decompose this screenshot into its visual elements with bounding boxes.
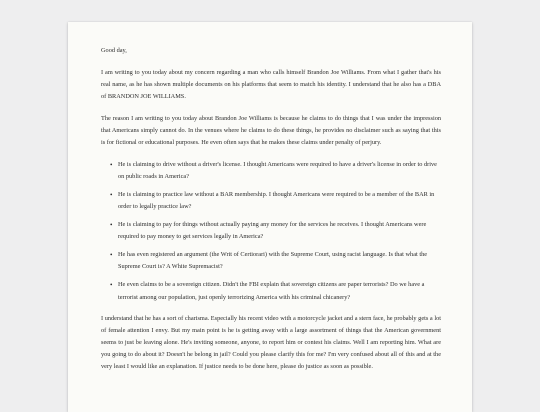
greeting: Good day, [101, 47, 127, 54]
bullet-icon: • [110, 221, 113, 230]
list-item [110, 219, 441, 243]
list-item-text: He has even registered an argument (the Writ of Certiorari) with the Supreme Court, using racist language. Is that what the Supreme Court is? A White Supremacist? [118, 251, 428, 271]
claims-list [101, 159, 441, 304]
bullet-icon: • [110, 190, 113, 199]
bullet-icon: • [110, 281, 113, 290]
letter-page [68, 22, 472, 412]
list-item-text: He even claims to be a sovereign citizen. Didn't the FBI explain that sovereign citizens are paper terrorists? Do we have a terrorist among our population, just openly terrorizing America with his criminal chicanery? [118, 281, 425, 301]
list-item-text: He is claiming to drive without a driver's license. I thought Americans were required to have a driver's license in order to drive on public roads in America? [118, 160, 437, 180]
list-item [110, 249, 441, 273]
paragraph-intro: I am writing to you today about my concern regarding a man who calls himself Brandon Joe Williams. From what I gather that's his real name, as he has shown multiple documents on his platforms that seem to match his identity. I understand that he also has a DBA of BRANDON JOE WILLIAMS. [101, 69, 441, 101]
list-item [110, 159, 441, 183]
list-item [110, 189, 441, 213]
bullet-icon: • [110, 160, 113, 169]
list-item-text: He is claiming to pay for things without actually paying any money for the services he receives. I thought Americans were required to pay money to get services legally in America? [118, 221, 427, 241]
list-item [110, 279, 441, 303]
paragraph-closing: I understand that he has a sort of charisma. Especially his recent video with a motorcycle jacket and a stern face, he probably gets a lot of female attention I envy. But my main point is he is getting away with a large assortment of things that the American government seems to just be leaving alone. He's inviting someone, anyone, to report him or contest his claims. Well I am reporting him. What are you going to do about it? Doesn't he belong in jail? Could you please clarify this for me? I'm very confused about all of this and at the very least I would like an explanation. If justice needs to be done here, please do justice as soon as possible. [101, 315, 441, 371]
list-item-text: He is claiming to practice law without a BAR membership. I thought Americans were required to be a member of the BAR in order to legally practice law? [118, 190, 435, 210]
bullet-icon: • [110, 251, 113, 260]
paragraph-reason: The reason I am writing to you today about Brandon Joe Williams is because he claims to do things that I was under the impression that Americans simply cannot do. In the venues where he claims to do these things, he provides no disclaimer such as saying that this is for fictional or educational purposes. He even often says that he makes these claims under penalty of perjury. [101, 114, 441, 147]
